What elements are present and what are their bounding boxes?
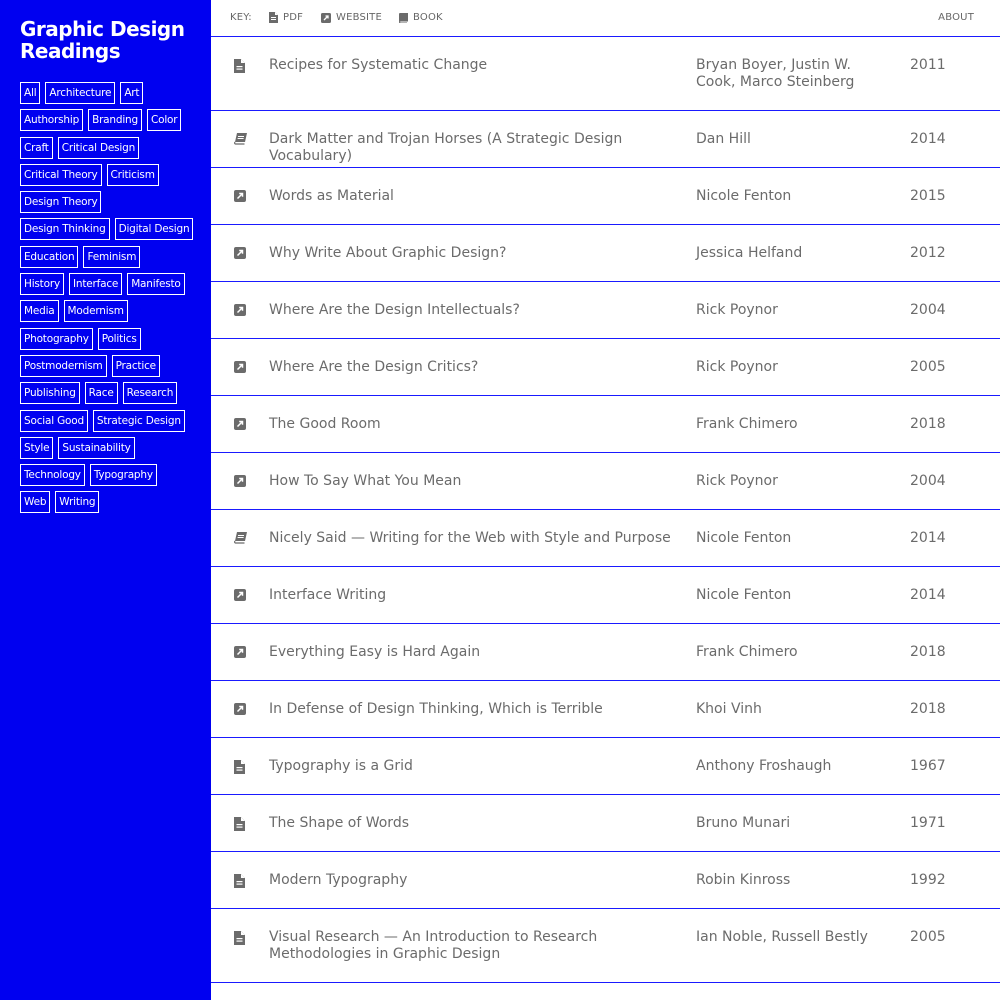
reading-title[interactable]: Words as Material	[269, 188, 394, 204]
reading-row[interactable]	[211, 852, 1000, 909]
tag-row	[20, 244, 197, 271]
reading-year: 1971	[910, 815, 946, 831]
document-icon	[234, 59, 245, 78]
document-icon	[234, 760, 245, 779]
tag-row	[20, 298, 197, 325]
reading-title[interactable]: The Shape of Words	[269, 815, 409, 831]
tag-filter-media[interactable]: Media	[20, 300, 59, 322]
reading-year: 2012	[910, 245, 946, 261]
tag-row	[20, 462, 197, 489]
tag-filter-web[interactable]: Web	[20, 491, 50, 513]
reading-row[interactable]	[211, 282, 1000, 339]
reading-year: 2014	[910, 530, 946, 546]
tag-filter-practice[interactable]: Practice	[112, 355, 160, 377]
tag-row	[20, 107, 197, 134]
tag-row	[20, 162, 197, 189]
tag-row	[20, 216, 197, 243]
reading-author: Rick Poynor	[696, 359, 778, 375]
reading-author: Rick Poynor	[696, 302, 778, 318]
reading-title[interactable]: Visual Research — An Introduction to Research Methodologies in Graphic Design	[269, 929, 598, 962]
tag-row	[20, 489, 197, 516]
reading-row[interactable]	[211, 738, 1000, 795]
reading-title[interactable]: Modern Typography	[269, 872, 408, 888]
tag-filter-craft[interactable]: Craft	[20, 137, 53, 159]
book-icon	[398, 13, 408, 23]
site-title-line2: Readings	[20, 39, 121, 63]
external-link-icon	[321, 13, 331, 23]
reading-row[interactable]	[211, 510, 1000, 567]
external-link-icon	[234, 646, 246, 663]
reading-title[interactable]: Recipes for Systematic Change	[269, 57, 488, 73]
tag-filter-branding[interactable]: Branding	[88, 109, 142, 131]
reading-year: 2018	[910, 644, 946, 660]
reading-year: 2011	[910, 57, 946, 73]
tag-filter-design-thinking[interactable]: Design Thinking	[20, 218, 110, 240]
site-title[interactable]	[20, 18, 197, 62]
tag-filter-sustainability[interactable]: Sustainability	[58, 437, 134, 459]
tag-row	[20, 435, 197, 462]
reading-row[interactable]	[211, 396, 1000, 453]
book-icon	[234, 133, 247, 150]
external-link-icon	[234, 304, 246, 321]
about-link[interactable]: ABOUT	[938, 12, 974, 23]
reading-row[interactable]	[211, 453, 1000, 510]
tag-filter-research[interactable]: Research	[123, 382, 178, 404]
external-link-icon	[234, 418, 246, 435]
key-book-label: BOOK	[413, 12, 443, 23]
reading-title[interactable]: The Good Room	[269, 416, 381, 432]
tag-filter-authorship[interactable]: Authorship	[20, 109, 83, 131]
reading-author: Rick Poynor	[696, 473, 778, 489]
tag-filter-interface[interactable]: Interface	[69, 273, 122, 295]
external-link-icon	[234, 589, 246, 606]
tag-filter-social-good[interactable]: Social Good	[20, 410, 88, 432]
reading-author: Nicole Fenton	[696, 530, 792, 546]
external-link-icon	[234, 703, 246, 720]
tag-filter-critical-design[interactable]: Critical Design	[58, 137, 139, 159]
tag-row	[20, 271, 197, 298]
reading-author: Bryan Boyer, Justin W. Cook, Marco Steinberg	[696, 57, 855, 90]
reading-year: 2004	[910, 473, 946, 489]
reading-year: 2018	[910, 416, 946, 432]
tag-filter-manifesto[interactable]: Manifesto	[127, 273, 184, 295]
tag-row	[20, 353, 197, 380]
reading-year: 2014	[910, 587, 946, 603]
reading-author: Khoi Vinh	[696, 701, 762, 717]
reading-year: 2004	[910, 302, 946, 318]
reading-year: 1992	[910, 872, 946, 888]
readings-main	[211, 0, 1000, 1000]
book-icon	[234, 532, 247, 549]
external-link-icon	[234, 247, 246, 264]
reading-row[interactable]	[211, 909, 1000, 983]
reading-author: Nicole Fenton	[696, 188, 792, 204]
reading-year: 2018	[910, 701, 946, 717]
tag-row	[20, 135, 197, 162]
reading-author: Bruno Munari	[696, 815, 791, 831]
reading-title[interactable]: Nicely Said — Writing for the Web with Style and Purpose	[269, 530, 671, 546]
key-label: KEY:	[230, 12, 252, 23]
tag-filter-architecture[interactable]: Architecture	[45, 82, 115, 104]
tag-filter-criticism[interactable]: Criticism	[107, 164, 159, 186]
reading-year: 2005	[910, 359, 946, 375]
tag-filter-technology[interactable]: Technology	[20, 464, 85, 486]
reading-author: Robin Kinross	[696, 872, 791, 888]
site-title-line1: Graphic Design	[20, 17, 185, 41]
tag-filter-writing[interactable]: Writing	[55, 491, 99, 513]
reading-author: Dan Hill	[696, 131, 751, 147]
reading-title[interactable]: Where Are the Design Critics?	[269, 359, 479, 375]
key-website	[321, 12, 382, 23]
tag-filter-modernism[interactable]: Modernism	[64, 300, 128, 322]
reading-title[interactable]: In Defense of Design Thinking, Which is Terrible	[269, 701, 603, 717]
tag-filter-education[interactable]: Education	[20, 246, 78, 268]
tag-filter-feminism[interactable]: Feminism	[83, 246, 140, 268]
tag-filter-design-theory[interactable]: Design Theory	[20, 191, 101, 213]
reading-title[interactable]: Dark Matter and Trojan Horses (A Strategic Design Vocabulary)	[269, 131, 623, 164]
key-bar	[211, 0, 1000, 37]
reading-title[interactable]: Typography is a Grid	[269, 758, 413, 774]
reading-row[interactable]	[211, 111, 1000, 168]
external-link-icon	[234, 190, 246, 207]
tag-filter-publishing[interactable]: Publishing	[20, 382, 80, 404]
tag-row	[20, 380, 197, 407]
reading-row[interactable]	[211, 567, 1000, 624]
reading-title[interactable]: Everything Easy is Hard Again	[269, 644, 481, 660]
tag-filter-style[interactable]: Style	[20, 437, 53, 459]
reading-year: 2015	[910, 188, 946, 204]
tag-filter-critical-theory[interactable]: Critical Theory	[20, 164, 102, 186]
tag-filter-politics[interactable]: Politics	[98, 328, 141, 350]
tag-row	[20, 408, 197, 435]
reading-row[interactable]	[211, 795, 1000, 852]
reading-author: Ian Noble, Russell Bestly	[696, 929, 868, 945]
reading-title[interactable]: Why Write About Graphic Design?	[269, 245, 507, 261]
reading-year: 2005	[910, 929, 946, 945]
tag-row	[20, 80, 197, 107]
reading-row[interactable]	[211, 37, 1000, 111]
reading-year: 2014	[910, 131, 946, 147]
external-link-icon	[234, 475, 246, 492]
document-icon	[234, 817, 245, 836]
document-icon	[234, 931, 245, 950]
document-icon	[269, 12, 278, 23]
external-link-icon	[234, 361, 246, 378]
tag-filter-color[interactable]: Color	[147, 109, 181, 131]
reading-row[interactable]	[211, 681, 1000, 738]
reading-year: 1967	[910, 758, 946, 774]
sidebar	[0, 0, 211, 1000]
tag-filter-race[interactable]: Race	[85, 382, 118, 404]
tag-filter-strategic-design[interactable]: Strategic Design	[93, 410, 185, 432]
tag-filter-postmodernism[interactable]: Postmodernism	[20, 355, 107, 377]
reading-author: Anthony Froshaugh	[696, 758, 832, 774]
reading-title[interactable]: Where Are the Design Intellectuals?	[269, 302, 520, 318]
tag-filter-typography[interactable]: Typography	[90, 464, 157, 486]
tag-filter-art[interactable]: Art	[120, 82, 143, 104]
tag-filter-list	[20, 80, 197, 517]
key-pdf-label: PDF	[283, 12, 304, 23]
tag-row	[20, 326, 197, 353]
reading-title[interactable]: How To Say What You Mean	[269, 473, 462, 489]
tag-filter-all[interactable]: All	[20, 82, 40, 104]
key-book	[398, 12, 443, 23]
reading-author: Frank Chimero	[696, 416, 798, 432]
reading-title[interactable]: Interface Writing	[269, 587, 387, 603]
tag-row	[20, 189, 197, 216]
tag-filter-photography[interactable]: Photography	[20, 328, 93, 350]
reading-row[interactable]	[211, 225, 1000, 282]
tag-filter-history[interactable]: History	[20, 273, 64, 295]
reading-row[interactable]	[211, 339, 1000, 396]
key-website-label: WEBSITE	[336, 12, 383, 23]
reading-row[interactable]	[211, 168, 1000, 225]
reading-author: Frank Chimero	[696, 644, 798, 660]
reading-author: Nicole Fenton	[696, 587, 792, 603]
tag-filter-digital-design[interactable]: Digital Design	[115, 218, 194, 240]
document-icon	[234, 874, 245, 893]
reading-row[interactable]	[211, 624, 1000, 681]
reading-author: Jessica Helfand	[696, 245, 803, 261]
key-pdf	[269, 12, 303, 23]
